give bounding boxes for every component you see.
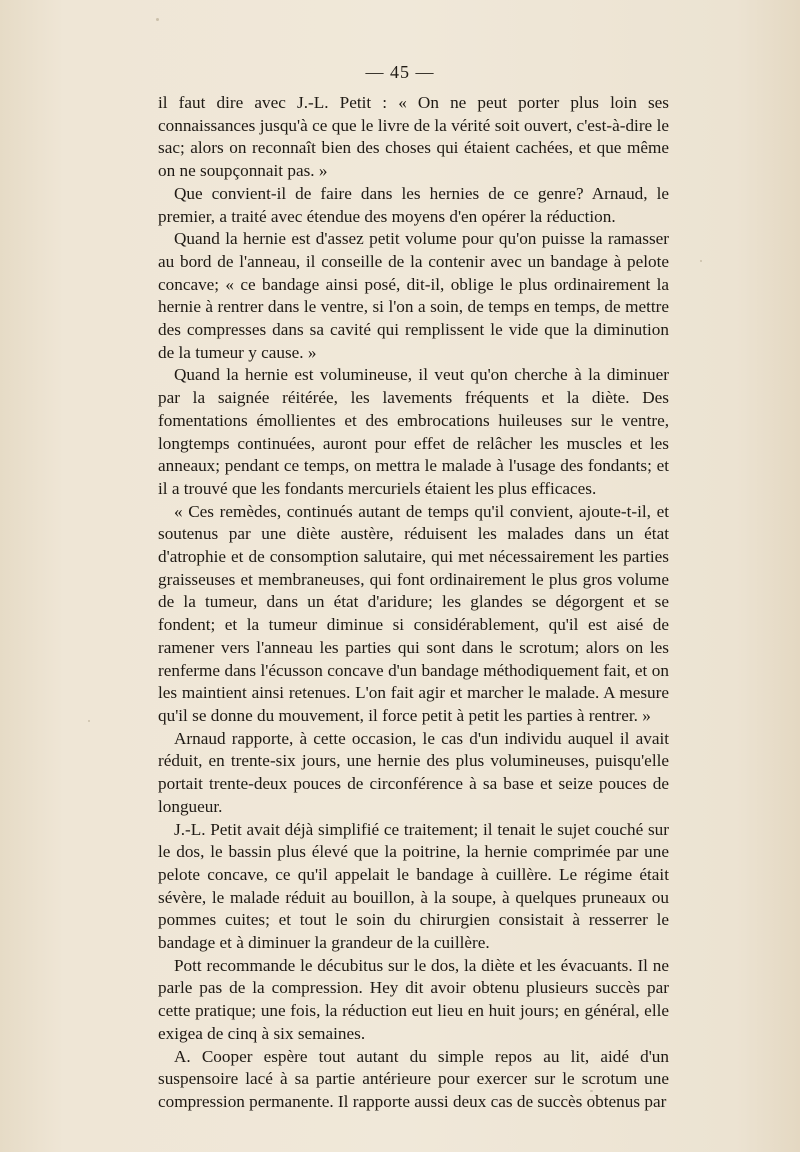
paragraph-4: Quand la hernie est volumineuse, il veut qu'on cherche à la diminuer par la saignée réitérée, les lavements fréquents et la diète. Des fomentations émollientes et des embrocations huileuses sur le ventre, longtemps continuées, auront pour effet de relâcher les muscles et les anneaux; pendant ce temps, on mettra le malade à l'usage des fondants; et il a trouvé que les fondants mercuriels étaient les plus efficaces. bbox=[158, 365, 669, 498]
paragraph-6: Arnaud rapporte, à cette occasion, le cas d'un individu auquel il avait réduit, en trente-six jours, une hernie des plus volumineuses, puisqu'elle portait trente-deux pouces de circonférence à sa base et seize pouces de longueur. bbox=[158, 728, 669, 816]
body-text bbox=[158, 92, 669, 1114]
paragraph-1: il faut dire avec J.-L. Petit : « On ne peut porter plus loin ses connaissances jusqu'à ce que le livre de la vérité soit ouvert, c'est-à-dire le sac; alors on reconnaît bien des choses qui étaient cachées, et que même on ne soupçonnait pas. » bbox=[158, 93, 669, 181]
paper-speck bbox=[590, 1090, 593, 1092]
paragraph-3: Quand la hernie est d'assez petit volume pour qu'on puisse la ramasser au bord de l'anneau, il conseille de la contenir avec un bandage à pelote concave; « ce bandage ainsi posé, dit-il, oblige le plus ordinairement la hernie à rentrer dans le ventre, si l'on a soin, de temps en temps, de mettre des compresses dans sa cavité qui remplissent le vide que la diminution de la tumeur y cause. » bbox=[158, 229, 669, 362]
paper-speck bbox=[156, 18, 159, 21]
paragraph-9: A. Cooper espère tout autant du simple repos au lit, aidé d'un suspensoire lacé à sa partie antérieure pour exercer sur le scrotum une compression permanente. Il rapporte aussi deux cas de succès obtenus par bbox=[158, 1046, 669, 1111]
paragraph-2: Que convient-il de faire dans les hernies de ce genre? Arnaud, le premier, a traité avec étendue des moyens d'en opérer la réduction. bbox=[158, 183, 669, 226]
paragraph-8: Pott recommande le décubitus sur le dos, la diète et les évacuants. Il ne parle pas de la compression. Hey dit avoir obtenu plusieurs succès par cette pratique; une fois, la réduction eut lieu en huit jours; en général, elle exigea de cinq à six semaines. bbox=[158, 955, 669, 1043]
paper-speck bbox=[88, 720, 90, 722]
page-number: — 45 — bbox=[365, 62, 435, 82]
paragraph-7: J.-L. Petit avait déjà simplifié ce traitement; il tenait le sujet couché sur le dos, le bassin plus élevé que la poitrine, la hernie comprimée par une pelote concave, ce qu'il appelait le bandage à cuillère. Le régime était sévère, le malade réduit au bouillon, à la soupe, à quelques pruneaux ou pommes cuites; et tout le soin du chirurgien consistait à resserrer le bandage et à diminuer la grandeur de la cuillère. bbox=[158, 819, 669, 953]
paragraph-5: « Ces remèdes, continués autant de temps qu'il convient, ajoute-t-il, et soutenus par une diète austère, réduisent les malades dans un état d'atrophie et de consomption salutaire, qui met nécessairement les parties graisseuses et membraneuses, qui font ordinairement le plus gros volume de la tumeur, dans un état d'aridure; les glandes se dégorgent et se fondent; et la tumeur diminue si considérablement, qu'il est aisé de ramener vers l'anneau les parties qui sont dans le scrotum; alors on les renferme dans l'écusson concave d'un bandage méthodiquement fait, et on les maintient ainsi retenues. L'on fait agir et marcher le malade. A mesure qu'il se donne du mouvement, il force petit à petit les parties à rentrer. » bbox=[158, 501, 669, 725]
paper-speck bbox=[700, 260, 702, 262]
